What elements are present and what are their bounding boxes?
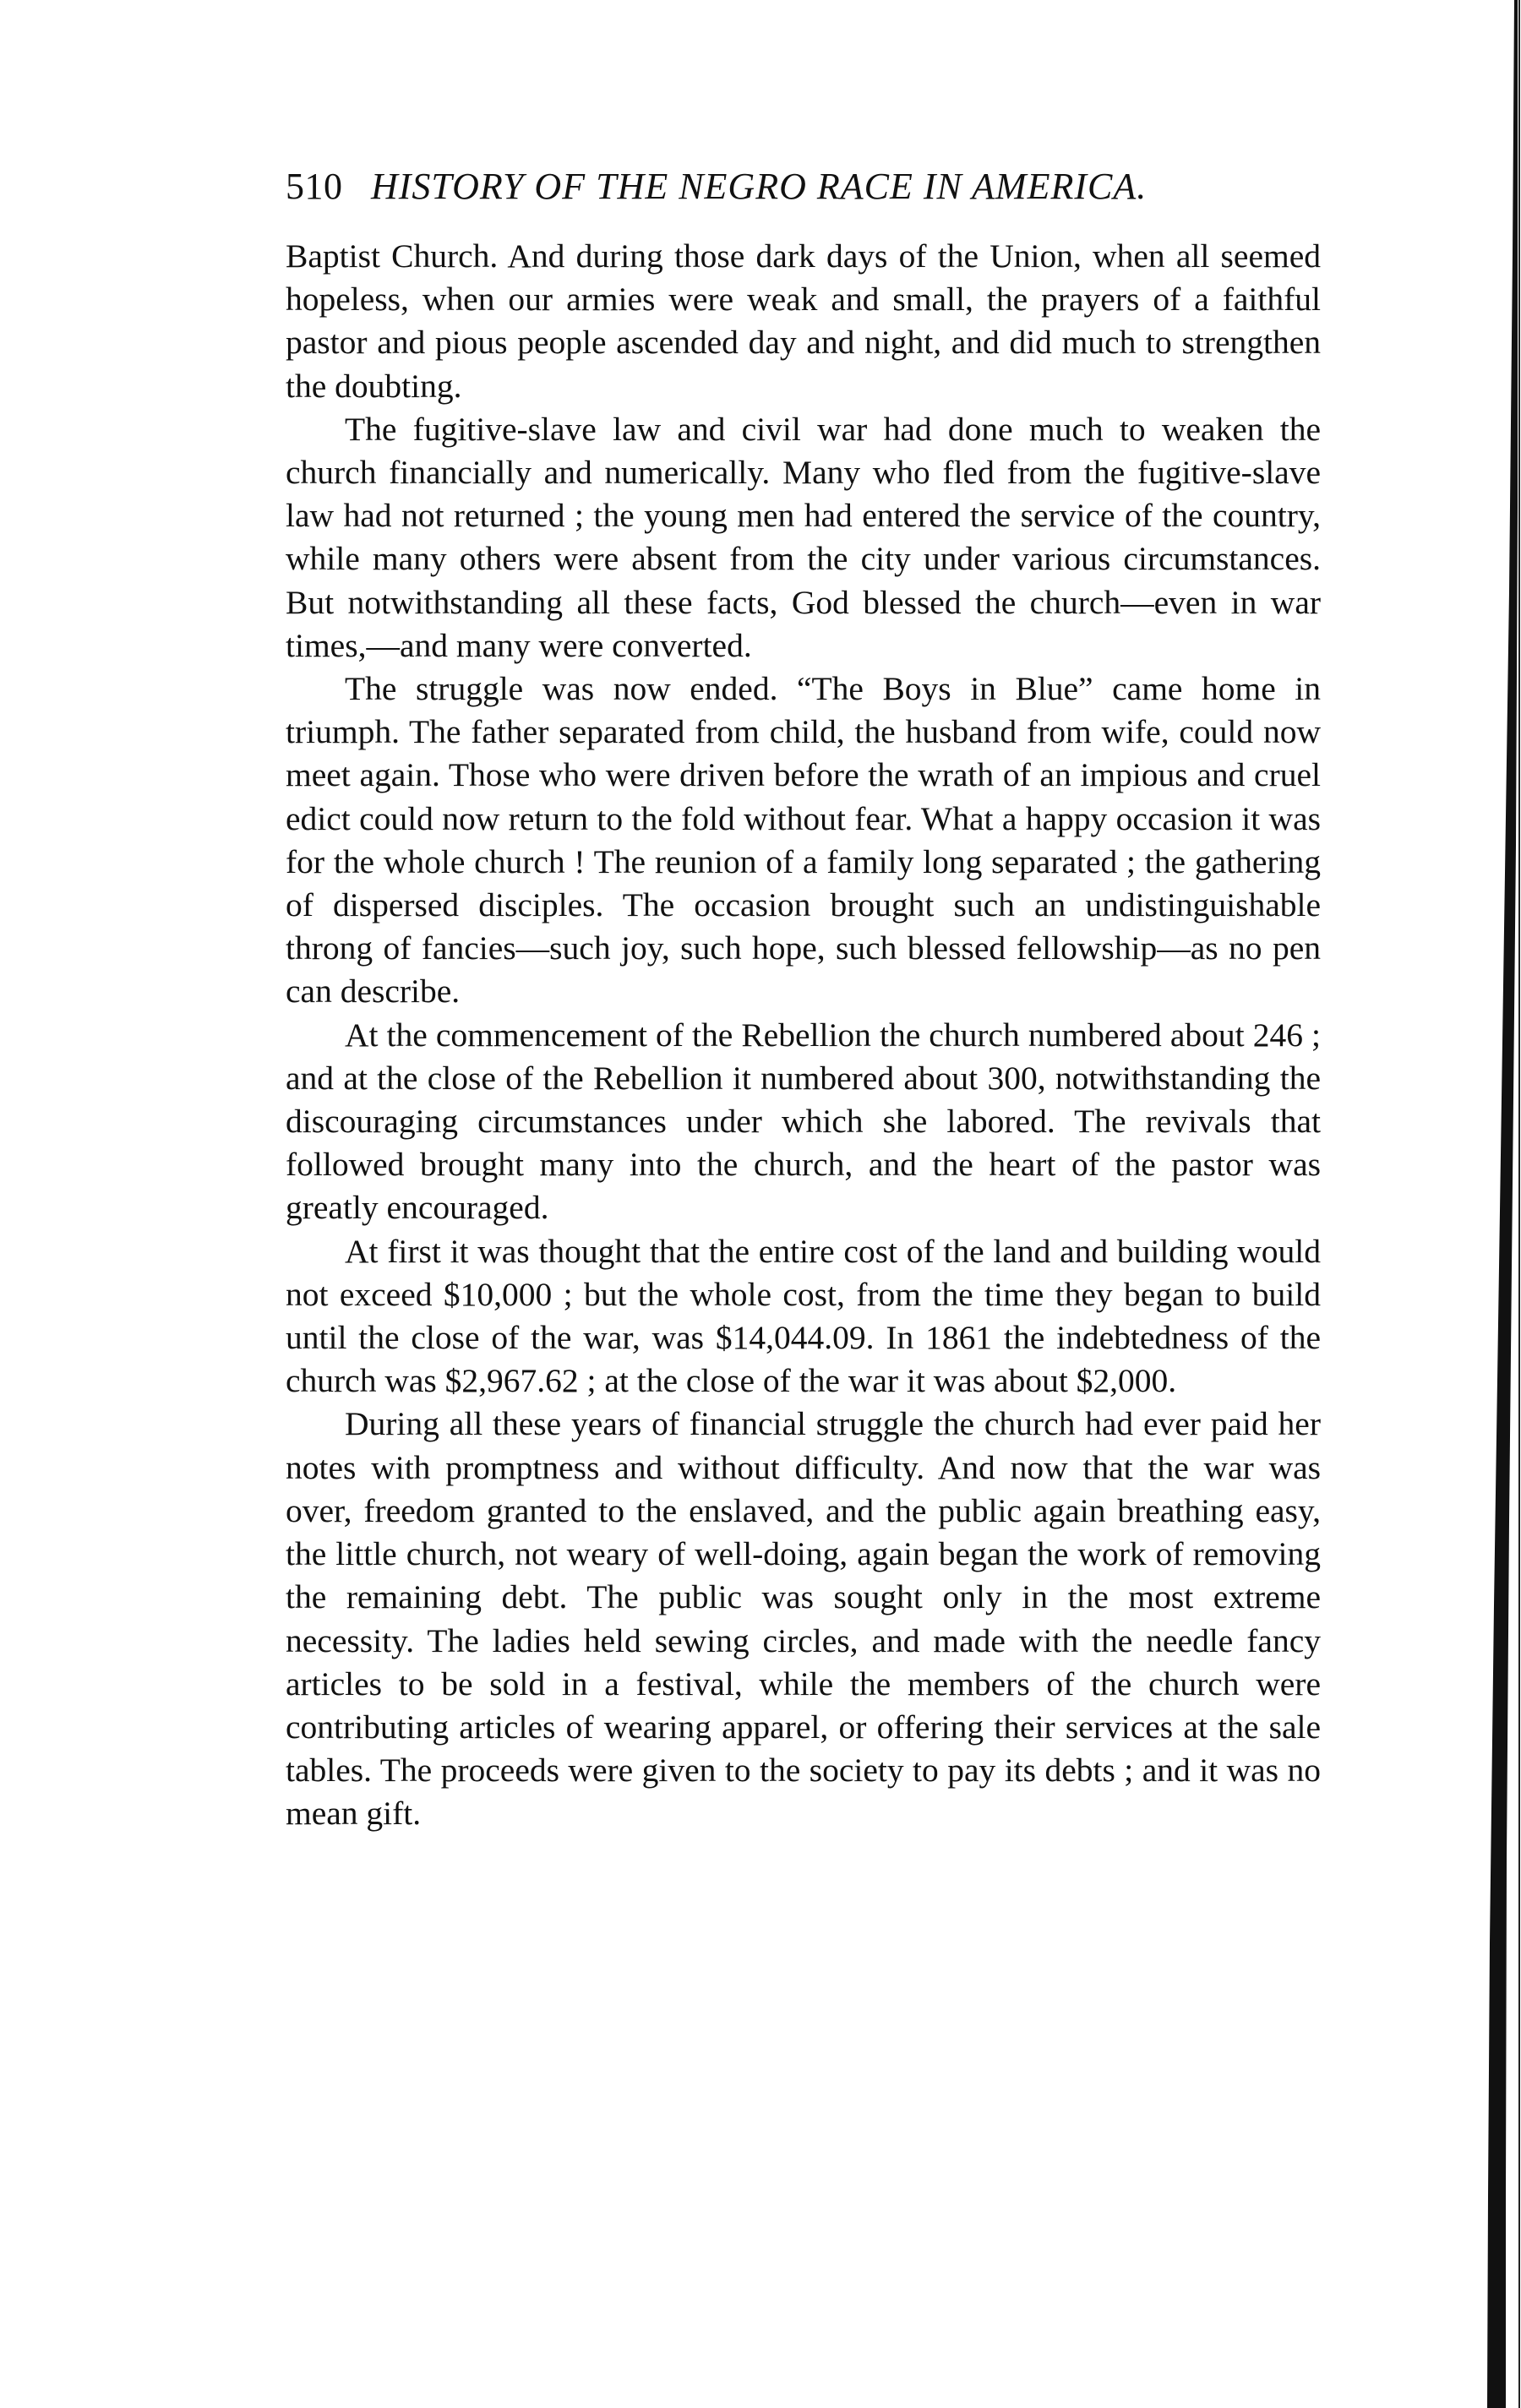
running-head	[286, 166, 1283, 208]
body-text	[286, 235, 1321, 1836]
paragraph: At the commencement of the Rebellion the church numbered about 246 ; and at the close of the Rebellion it numbered about 300, notwithstanding the discouraging circumstances under which she labored. The revivals that followed brought many into the church, and the heart of the pastor was greatly encouraged.	[286, 1016, 1321, 1227]
binding-shadow-shape	[1487, 0, 1518, 2408]
paragraph: At first it was thought that the entire cost of the land and building would not exceed $10,000 ; but the whole cost, from the time they began to build until the close of the war, was $14,044.09. In 1861 the indebtedness of the church was $2,967.62 ; at the close of the war it was about $2,000.	[286, 1232, 1321, 1400]
page-number: 510	[286, 166, 343, 207]
paragraph: During all these years of financial struggle the church had ever paid her notes with promptness and without difficulty. And now that the war was over, freedom granted to the enslaved, and the public again breathing easy, the little church, not weary of well-doing, again began the work of removing the remaining debt. The public was sought only in the most extreme necessity. The ladies held sewing circles, and made with the needle fancy articles to be sold in a festival, while the members of the church were contributing articles of wearing apparel, or offering their services at the sale tables. The proceeds were given to the society to pay its debts ; and it was no mean gift.	[286, 1405, 1321, 1833]
binding-shadow	[1462, 0, 1521, 2408]
paragraph: The struggle was now ended. “The Boys in Blue” came home in triumph. The father separated from child, the husband from wife, could now meet again. Those who were driven before the wrath of an impious and cruel edict could now return to the fold without fear. What a happy occasion it was for the whole church ! The reunion of a family long separated ; the gathering of dispersed disciples. The occasion brought such an undistinguishable throng of fancies—such joy, such hope, such blessed fellowship—as no pen can describe.	[286, 670, 1321, 1011]
paragraph: Baptist Church. And during those dark days of the Union, when all seemed hopeless, when our armies were weak and small, the prayers of a faithful pastor and pious people ascended day and night, and did much to strengthen the doubting.	[286, 237, 1321, 405]
paragraph: The fugitive-slave law and civil war had done much to weaken the church financially and numerically. Many who fled from the fugitive-slave law had not returned ; the young men had entered the service of the country, while many others were absent from the city under various circumstances. But notwithstanding all these facts, God blessed the church—even in war times,—and many were converted.	[286, 410, 1321, 664]
binding-edge	[1518, 0, 1520, 2408]
running-title: HISTORY OF THE NEGRO RACE IN AMERICA.	[371, 166, 1148, 207]
